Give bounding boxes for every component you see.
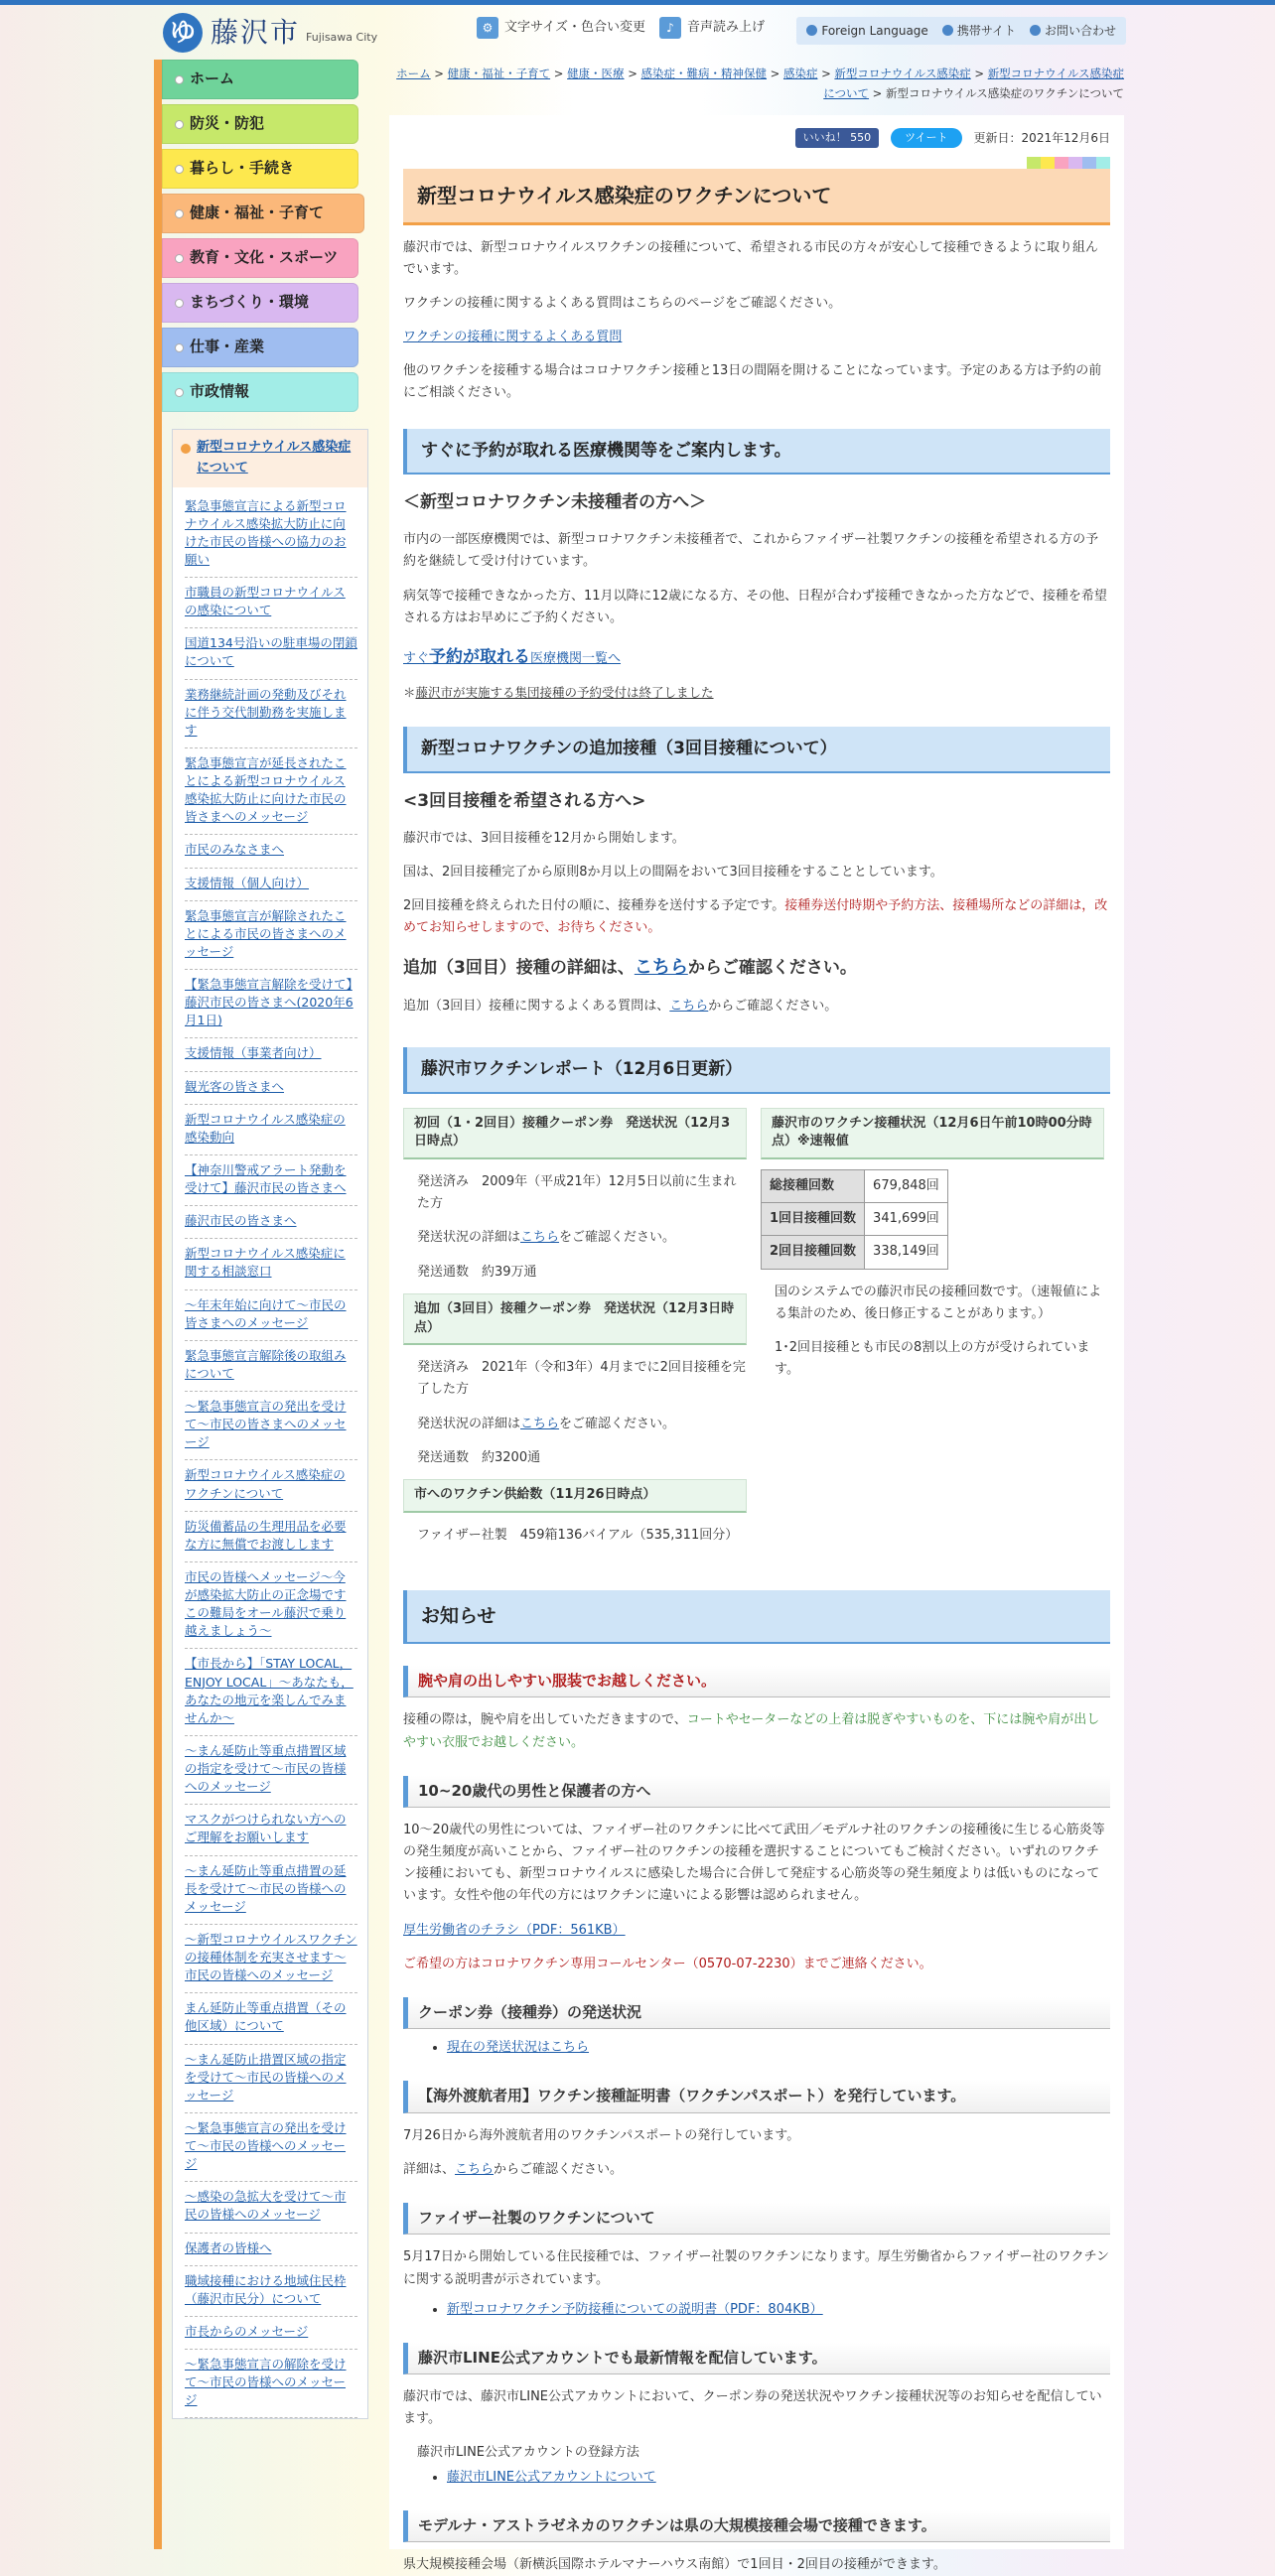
clothing-text-a: 接種の際は，腕や肩を出していただきますので、	[403, 1712, 687, 1728]
globe-icon	[806, 25, 817, 36]
booster-text-3	[403, 895, 1110, 939]
breadcrumb-link[interactable]: 健康・医療	[567, 67, 625, 80]
submenu-item[interactable]: 新型コロナウイルス感染症に関する相談窓口	[185, 1239, 357, 1289]
booster-coupon-count: 発送通数 約3200通	[417, 1449, 541, 1465]
supply-text: ファイザー社製 459箱136バイアル（535,311回分）	[417, 1527, 739, 1543]
notice-passport-detail	[403, 2159, 1110, 2181]
foreign-language-link[interactable]	[806, 21, 927, 41]
passport-detail-a: 詳細は、	[403, 2161, 456, 2177]
nav-bullet-icon	[175, 209, 184, 218]
clinic-link-part-a: すぐ	[403, 650, 430, 666]
booster-text-2: 国は、2回目接種完了から原則8か月以上の間隔をおいて3回目接種をすることとしています。	[403, 864, 943, 880]
nav-item-5[interactable]	[162, 283, 358, 323]
nav-bullet-icon	[175, 388, 184, 397]
submenu-item[interactable]: ～まん延防止等重点措置区域の指定を受けて～市民の皆様へのメッセージ	[185, 1736, 357, 1805]
booster-text-1: 藤沢市では、3回目接種を12月から開始します。	[403, 830, 685, 846]
global-nav	[154, 60, 364, 412]
submenu-item[interactable]: 藤沢市民の皆さまへ	[185, 1206, 357, 1239]
notice-moderna-text: 県大規模接種会場（新横浜国際ホテルマナーハウス南館）で1回目・2回目の接種ができます。	[403, 2557, 946, 2573]
contact-link[interactable]	[1030, 21, 1116, 41]
breadcrumb-separator: >	[970, 67, 988, 80]
main-content	[389, 60, 1124, 2573]
breadcrumb-separator: >	[624, 67, 641, 80]
gear-icon: ⚙	[477, 17, 498, 39]
color-decoration	[403, 157, 1110, 169]
booster-detail-b: をご確認ください。	[559, 1416, 676, 1431]
submenu-item[interactable]: 防災備蓄品の生理用品を必要な方に無償でお渡しします	[185, 1512, 357, 1562]
coupon-status-link[interactable]: 現在の発送状況はこちら	[447, 2040, 590, 2056]
stats-row	[762, 1170, 948, 1203]
foreign-language-label: Foreign Language	[821, 23, 928, 38]
pfizer-explanation-link[interactable]: 新型コロナワクチン予防接種についての説明書（PDF：804KB）	[447, 2301, 823, 2317]
submenu-item[interactable]: 職域接種における地域住民枠（藤沢市民分）について	[185, 2266, 357, 2317]
submenu-item[interactable]: 支援情報（事業者向け）	[185, 1038, 357, 1071]
submenu-list	[173, 487, 367, 2419]
section-reservation-title: すぐに予約が取れる医療機関等をご案内します。	[403, 429, 1110, 475]
submenu-item[interactable]: ～まん延防止等重点措置の延長を受けて～市民の皆様へのメッセージ	[185, 1856, 357, 1925]
reservation-text-1: 市内の一部医療機関では、新型コロナワクチン未接種者で、これからファイザー社製ワクチンの接種を希望される方の予約を継続して受け付けています。	[403, 532, 1099, 570]
notice-coupon-title: クーポン券（接種券）の発送状況	[403, 1997, 1110, 2030]
breadcrumb-link[interactable]: 新型コロナウイルス感染症について	[823, 67, 1124, 101]
submenu-item[interactable]: 【緊急事態宣言解除を受けて】藤沢市民の皆さまへ(2020年6月1日)	[185, 970, 357, 1038]
header-tools	[477, 17, 765, 39]
booster-faq-b: からご確認ください。	[708, 998, 838, 1014]
booster-text-3b: 接種券送付時期や予約方法、接種場所などの詳細は，改めてお知らせしますので、お待ちください。	[403, 897, 1108, 935]
vaccine-report	[403, 1108, 1110, 1547]
breadcrumb-link[interactable]: 健康・福祉・子育て	[447, 67, 551, 80]
nav-item-0[interactable]	[162, 60, 358, 99]
breadcrumb-current: 新型コロナウイルス感染症のワクチンについて	[885, 86, 1124, 101]
section-report-title: 藤沢市ワクチンレポート（12月6日更新）	[403, 1047, 1110, 1094]
nav-item-label: 市政情報	[190, 382, 250, 401]
breadcrumb-link[interactable]: ホーム	[396, 67, 431, 80]
booster-faq-link[interactable]: こちら	[669, 998, 709, 1014]
intro-text-2: ワクチンの接種に関するよくある質問はこちらのページをご確認ください。	[403, 296, 842, 312]
submenu-item[interactable]: 保護者の皆様へ	[185, 2234, 357, 2266]
read-aloud-button[interactable]	[659, 17, 765, 39]
submenu-item[interactable]: 【神奈川警戒アラート発動を受けて】藤沢市民の皆さまへ	[185, 1155, 357, 1206]
nav-item-label: 防災・防犯	[190, 114, 265, 133]
stats-value: 679,848回	[865, 1170, 948, 1203]
notice-line-text: 藤沢市では、藤沢市LINE公式アカウントにおいて、クーポン券の発送状況やワクチン接種状況等のお知らせを配信しています。	[403, 2389, 1102, 2427]
nav-item-6[interactable]	[162, 328, 358, 367]
stats-label: 総接種回数	[762, 1170, 865, 1203]
clinic-list-link[interactable]	[403, 646, 622, 667]
submenu-item[interactable]: 国道134号沿いの駐車場の閉鎖について	[185, 628, 357, 679]
breadcrumb-separator: >	[817, 67, 835, 80]
booster-detail-a: 発送状況の詳細は	[417, 1416, 521, 1431]
submenu-item[interactable]: ～まん延防止措置区域の指定を受けて～市民の皆様へのメッセージ	[185, 2045, 357, 2113]
nav-bullet-icon	[175, 75, 184, 84]
nav-item-1[interactable]	[162, 104, 358, 144]
initial-coupon-sent: 発送済み 2009年（平成21年）12月5日以前に生まれた方	[417, 1174, 737, 1212]
logo-text-en: Fujisawa City	[306, 30, 378, 44]
stats-note-1: 国のシステムでの藤沢市民の接種回数です。（速報値による集計のため、後日修正することがあります。）	[775, 1284, 1102, 1321]
logo-text-jp: 藤沢市	[211, 16, 301, 50]
passport-detail-b: からご確認ください。	[494, 2161, 624, 2177]
booster-details-a: 追加（3回目）接種の詳細は、	[403, 958, 635, 979]
booster-details-b: からご確認ください。	[687, 958, 857, 979]
mobile-site-label: 携帯サイト	[956, 23, 1016, 38]
nav-item-label: 仕事・産業	[190, 338, 265, 356]
submenu-item[interactable]: 市長からのメッセージ	[185, 2317, 357, 2350]
submenu-item[interactable]: 【市長から】「STAY LOCAL，ENJOY LOCAL」～あなたも，あなたの地元を楽しんでみませんか～	[185, 1649, 357, 1736]
breadcrumb-link[interactable]: 新型コロナウイルス感染症	[834, 67, 971, 80]
submenu-item[interactable]: 業務継続計画の発動及びそれに伴う交代制勤務を実施します	[185, 680, 357, 748]
submenu-item[interactable]: 緊急事態宣言が解除されたことによる市民の皆さまへのメッセージ	[185, 901, 357, 970]
initial-coupon-count: 発送通数 約39万通	[417, 1264, 537, 1280]
clothing-text-b: コートやセーターなどの上着は脱ぎやすいものを、下には腕や肩が出しやすい衣服でお越しください。	[403, 1712, 1100, 1750]
status-heading: 藤沢市のワクチン接種状況（12月6日午前10時00分時点）※速報値	[761, 1108, 1104, 1160]
booster-detail-link[interactable]: こちら	[520, 1416, 560, 1431]
mobile-icon	[942, 25, 953, 36]
nav-accent-bar	[154, 60, 162, 2549]
submenu-item[interactable]: 新型コロナウイルス感染症のワクチンについて	[185, 1460, 357, 1511]
text-size-button[interactable]	[477, 17, 645, 39]
supply-heading: 市へのワクチン供給数（11月26日時点）	[403, 1479, 747, 1513]
updated-date: 更新日：2021年12月6日	[973, 130, 1110, 145]
notice-clothing-title: 腕や肩の出しやすい服装でお越しください。	[403, 1666, 1110, 1698]
stats-row	[762, 1203, 948, 1236]
stats-note-2: 1･2回目接種とも市民の8割以上の方が受けられています。	[775, 1339, 1090, 1377]
line-link-list	[403, 2467, 1110, 2489]
line-registration-label: 藤沢市LINE公式アカウントの登録方法	[417, 2445, 639, 2461]
stats-label: 1回目接種回数	[762, 1203, 865, 1236]
nav-item-7[interactable]	[162, 372, 358, 412]
submenu-item[interactable]: 支援情報（個人向け）	[185, 869, 357, 901]
submenu-item[interactable]: 緊急事態宣言解除後の取組みについて	[185, 1341, 357, 1392]
submenu-item[interactable]: 市職員の新型コロナウイルスの感染について	[185, 578, 357, 628]
vaccination-stats-table	[761, 1169, 948, 1269]
breadcrumb-separator: >	[869, 86, 886, 101]
submenu	[172, 429, 368, 2419]
breadcrumb-separator: >	[767, 67, 783, 80]
left-navigation	[154, 60, 364, 2408]
submenu-item[interactable]: 緊急事態宣言が延長されたことによる新型コロナウイルス感染拡大防止に向けた市民の皆さまへのメッセージ	[185, 748, 357, 836]
initial-detail-a: 発送状況の詳細は	[417, 1230, 521, 1246]
report-right-column	[761, 1108, 1104, 1547]
nav-bullet-icon	[175, 299, 184, 308]
city-emblem-icon: ゆ	[163, 13, 203, 53]
submenu-item[interactable]: ～緊急事態宣言の解除を受けて～市民の皆様へのメッセージ	[185, 2350, 357, 2418]
breadcrumb-link[interactable]: 感染症・難病・精神保健	[640, 67, 768, 80]
booster-coupon-detail	[403, 1414, 747, 1435]
mobile-site-link[interactable]	[942, 21, 1016, 41]
nav-item-label: 教育・文化・スポーツ	[190, 248, 339, 267]
section-notices-title: お知らせ	[403, 1590, 1110, 1644]
breadcrumb-separator: >	[430, 67, 448, 80]
nav-bullet-icon	[175, 254, 184, 263]
text-size-label: 文字サイズ・色合い変更	[504, 20, 645, 35]
notice-moderna-title: モデルナ・アストラゼネカのワクチンは県の大規模接種会場で接種できます。	[403, 2510, 1110, 2543]
notice-passport-text: 7月26日から海外渡航者用のワクチンパスポートの発行しています。	[403, 2127, 800, 2143]
report-left-column	[403, 1108, 747, 1547]
pfizer-link-list	[403, 2299, 1110, 2321]
submenu-item[interactable]: 市民のみなさまへ	[185, 835, 357, 868]
call-center-note: ご希望の方はコロナワクチン専用コールセンター（0570-07-2230）までご連絡ください。	[403, 1956, 932, 1971]
booster-subtitle: <3回目接種を希望される方へ>	[403, 790, 646, 811]
submenu-item[interactable]: まん延防止等重点措置（その他区域）について	[185, 1993, 357, 2044]
site-header	[149, 5, 1126, 60]
nav-item-label: まちづくり・環境	[190, 293, 309, 312]
stats-value: 338,149回	[865, 1236, 948, 1269]
page-title: 新型コロナウイルス感染症のワクチンについて	[403, 169, 1110, 225]
group-vaccination-note: 藤沢市が実施する集団接種の予約受付は終了しました	[415, 684, 714, 700]
booster-details-link[interactable]: こちら	[634, 957, 688, 979]
mhlw-flyer-link[interactable]: 厚生労働省のチラシ（PDF：561KB）	[403, 1922, 626, 1938]
breadcrumb-separator: >	[550, 67, 568, 80]
faq-link[interactable]: ワクチンの接種に関するよくある質問	[403, 330, 623, 345]
facebook-like-button[interactable]: いいね！ 550	[795, 128, 880, 149]
meta-row	[403, 115, 1110, 151]
read-aloud-label: 音声読み上げ	[686, 20, 765, 35]
coupon-link-list	[403, 2037, 1110, 2059]
passport-detail-link[interactable]: こちら	[455, 2161, 495, 2177]
notice-line-title: 藤沢市LINE公式アカウントでも最新情報を配信しています。	[403, 2343, 1110, 2375]
notice-pfizer-title: ファイザー社製のワクチンについて	[403, 2203, 1110, 2236]
notice-pfizer-text: 5月17日から開始している住民接種では、ファイザー社製のワクチンになります。厚生労働省からファイザー社のワクチンに関する説明書が示されています。	[403, 2249, 1109, 2287]
section-booster-title: 新型コロナワクチンの追加接種（3回目接種について）	[403, 727, 1110, 773]
nav-bullet-icon	[175, 165, 184, 174]
nav-bullet-icon	[175, 343, 184, 352]
stats-value: 341,699回	[865, 1203, 948, 1236]
booster-coupon-sent: 発送済み 2021年（令和3年）4月までに2回目接種を完了した方	[417, 1360, 746, 1398]
submenu-item[interactable]: 新型コロナウイルス感染症の感染動向	[185, 1105, 357, 1155]
submenu-item[interactable]: ～緊急事態宣言の発出を受けて～市民の皆さまへのメッセージ	[185, 1392, 357, 1460]
notice-young-men-title: 10~20歳代の男性と保護者の方へ	[403, 1776, 1110, 1809]
initial-detail-link[interactable]: こちら	[520, 1230, 560, 1246]
breadcrumb	[389, 60, 1124, 103]
contact-label: お問い合わせ	[1044, 23, 1116, 38]
nav-item-label: ホーム	[190, 69, 235, 88]
booster-coupon-heading: 追加（3回目）接種クーポン券 発送状況（12月3日時点）	[403, 1293, 747, 1346]
booster-details	[403, 953, 1110, 984]
nav-item-3[interactable]	[162, 194, 364, 233]
submenu-item[interactable]: 緊急事態宣言による新型コロナウイルス感染拡大防止に向けた市民の皆様への協力のお願い	[185, 491, 357, 579]
notice-passport-title: 【海外渡航者用】ワクチン接種証明書（ワクチンパスポート）を発行しています。	[403, 2081, 1110, 2113]
initial-detail-b: をご確認ください。	[559, 1230, 676, 1246]
submenu-item[interactable]: 観光客の皆さまへ	[185, 1072, 357, 1105]
clinic-link-part-b: 予約が取れる	[429, 646, 531, 667]
booster-faq-a: 追加（3回目）接種に関するよくある質問は、	[403, 998, 670, 1014]
submenu-item[interactable]: ～感染の急拡大を受けて～市民の皆様へのメッセージ	[185, 2182, 357, 2233]
intro-text-3: 他のワクチンを接種する場合はコロナワクチン接種と13日の間隔を開けることになっています。予定のある方は予約の前にご相談ください。	[403, 363, 1102, 401]
initial-coupon-heading: 初回（1・2回目）接種クーポン券 発送状況（12月3日時点）	[403, 1108, 747, 1160]
nav-item-4[interactable]	[162, 238, 358, 278]
site-logo[interactable]	[163, 11, 377, 55]
submenu-item[interactable]: マスクがつけられない方へのご理解をお願いします	[185, 1805, 357, 1855]
submenu-title-label: 新型コロナウイルス感染症について	[197, 440, 352, 475]
header-links	[796, 17, 1126, 45]
submenu-item[interactable]: ～新型コロナウイルスワクチンの接種体制を充実させます～市民の皆様へのメッセージ	[185, 1925, 357, 1993]
bullet-icon	[181, 444, 191, 454]
clinic-link-part-c: 医療機関一覧へ	[530, 650, 622, 666]
breadcrumb-link[interactable]: 感染症	[782, 67, 818, 80]
stats-label: 2回目接種回数	[762, 1236, 865, 1269]
nav-item-2[interactable]	[162, 149, 358, 189]
line-account-link[interactable]: 藤沢市LINE公式アカウントについて	[447, 2469, 656, 2485]
tweet-button[interactable]: ツイート	[891, 128, 961, 149]
nav-item-label: 健康・福祉・子育て	[190, 203, 325, 222]
article	[389, 115, 1124, 2573]
reservation-text-2: 病気等で接種できなかった方、11月以降に12歳になる方、その他、日程が合わず接種できなかった方などで、接種を希望される方はお早めにご予約ください。	[403, 588, 1107, 625]
notice-young-men-text: 10～20歳代の男性については、ファイザー社のワクチンに比べて武田／モデルナ社のワクチンの接種後に生じる心筋炎等の発生頻度が高いことから、ファイザー社のワクチンの接種を選択することについてもご検討ください。いずれのワクチン接種においても、新型コロナウイルスに感染した場合に合併して発症する心筋炎等の発生頻度よりは低いものになっています。女性や他の年代の方にはワクチンに違いによる影響は認められません。	[403, 1823, 1105, 1904]
stats-row	[762, 1236, 948, 1269]
nav-bullet-icon	[175, 120, 184, 129]
mail-icon	[1030, 25, 1041, 36]
submenu-item[interactable]: 市民の皆様へメッセージ～今が感染拡大防止の正念場です この難局をオール藤沢で乗り越えましょう～	[185, 1562, 357, 1650]
submenu-item[interactable]: ～緊急事態宣言の発出を受けて～市民の皆様へのメッセージ	[185, 2113, 357, 2182]
nav-item-label: 暮らし・手続き	[190, 159, 295, 178]
speaker-icon: ♪	[659, 17, 681, 39]
booster-faq	[403, 996, 1110, 1017]
notice-clothing-text	[403, 1709, 1110, 1753]
initial-coupon-detail	[403, 1227, 747, 1249]
submenu-title[interactable]	[173, 430, 367, 487]
submenu-item[interactable]: ～年末年始に向けて～市民の皆さまへのメッセージ	[185, 1290, 357, 1341]
note-mark: ＊	[403, 684, 416, 700]
intro-text-1: 藤沢市では、新型コロナウイルスワクチンの接種について、希望される市民の方々が安心して接種できるように取り組んでいます。	[403, 240, 1099, 278]
unvaccinated-subtitle: ＜新型コロナワクチン未接種者の方へ＞	[403, 492, 707, 513]
booster-text-3a: 2回目接種を終えられた日付の順に、接種券を送付する予定です。	[403, 897, 785, 913]
